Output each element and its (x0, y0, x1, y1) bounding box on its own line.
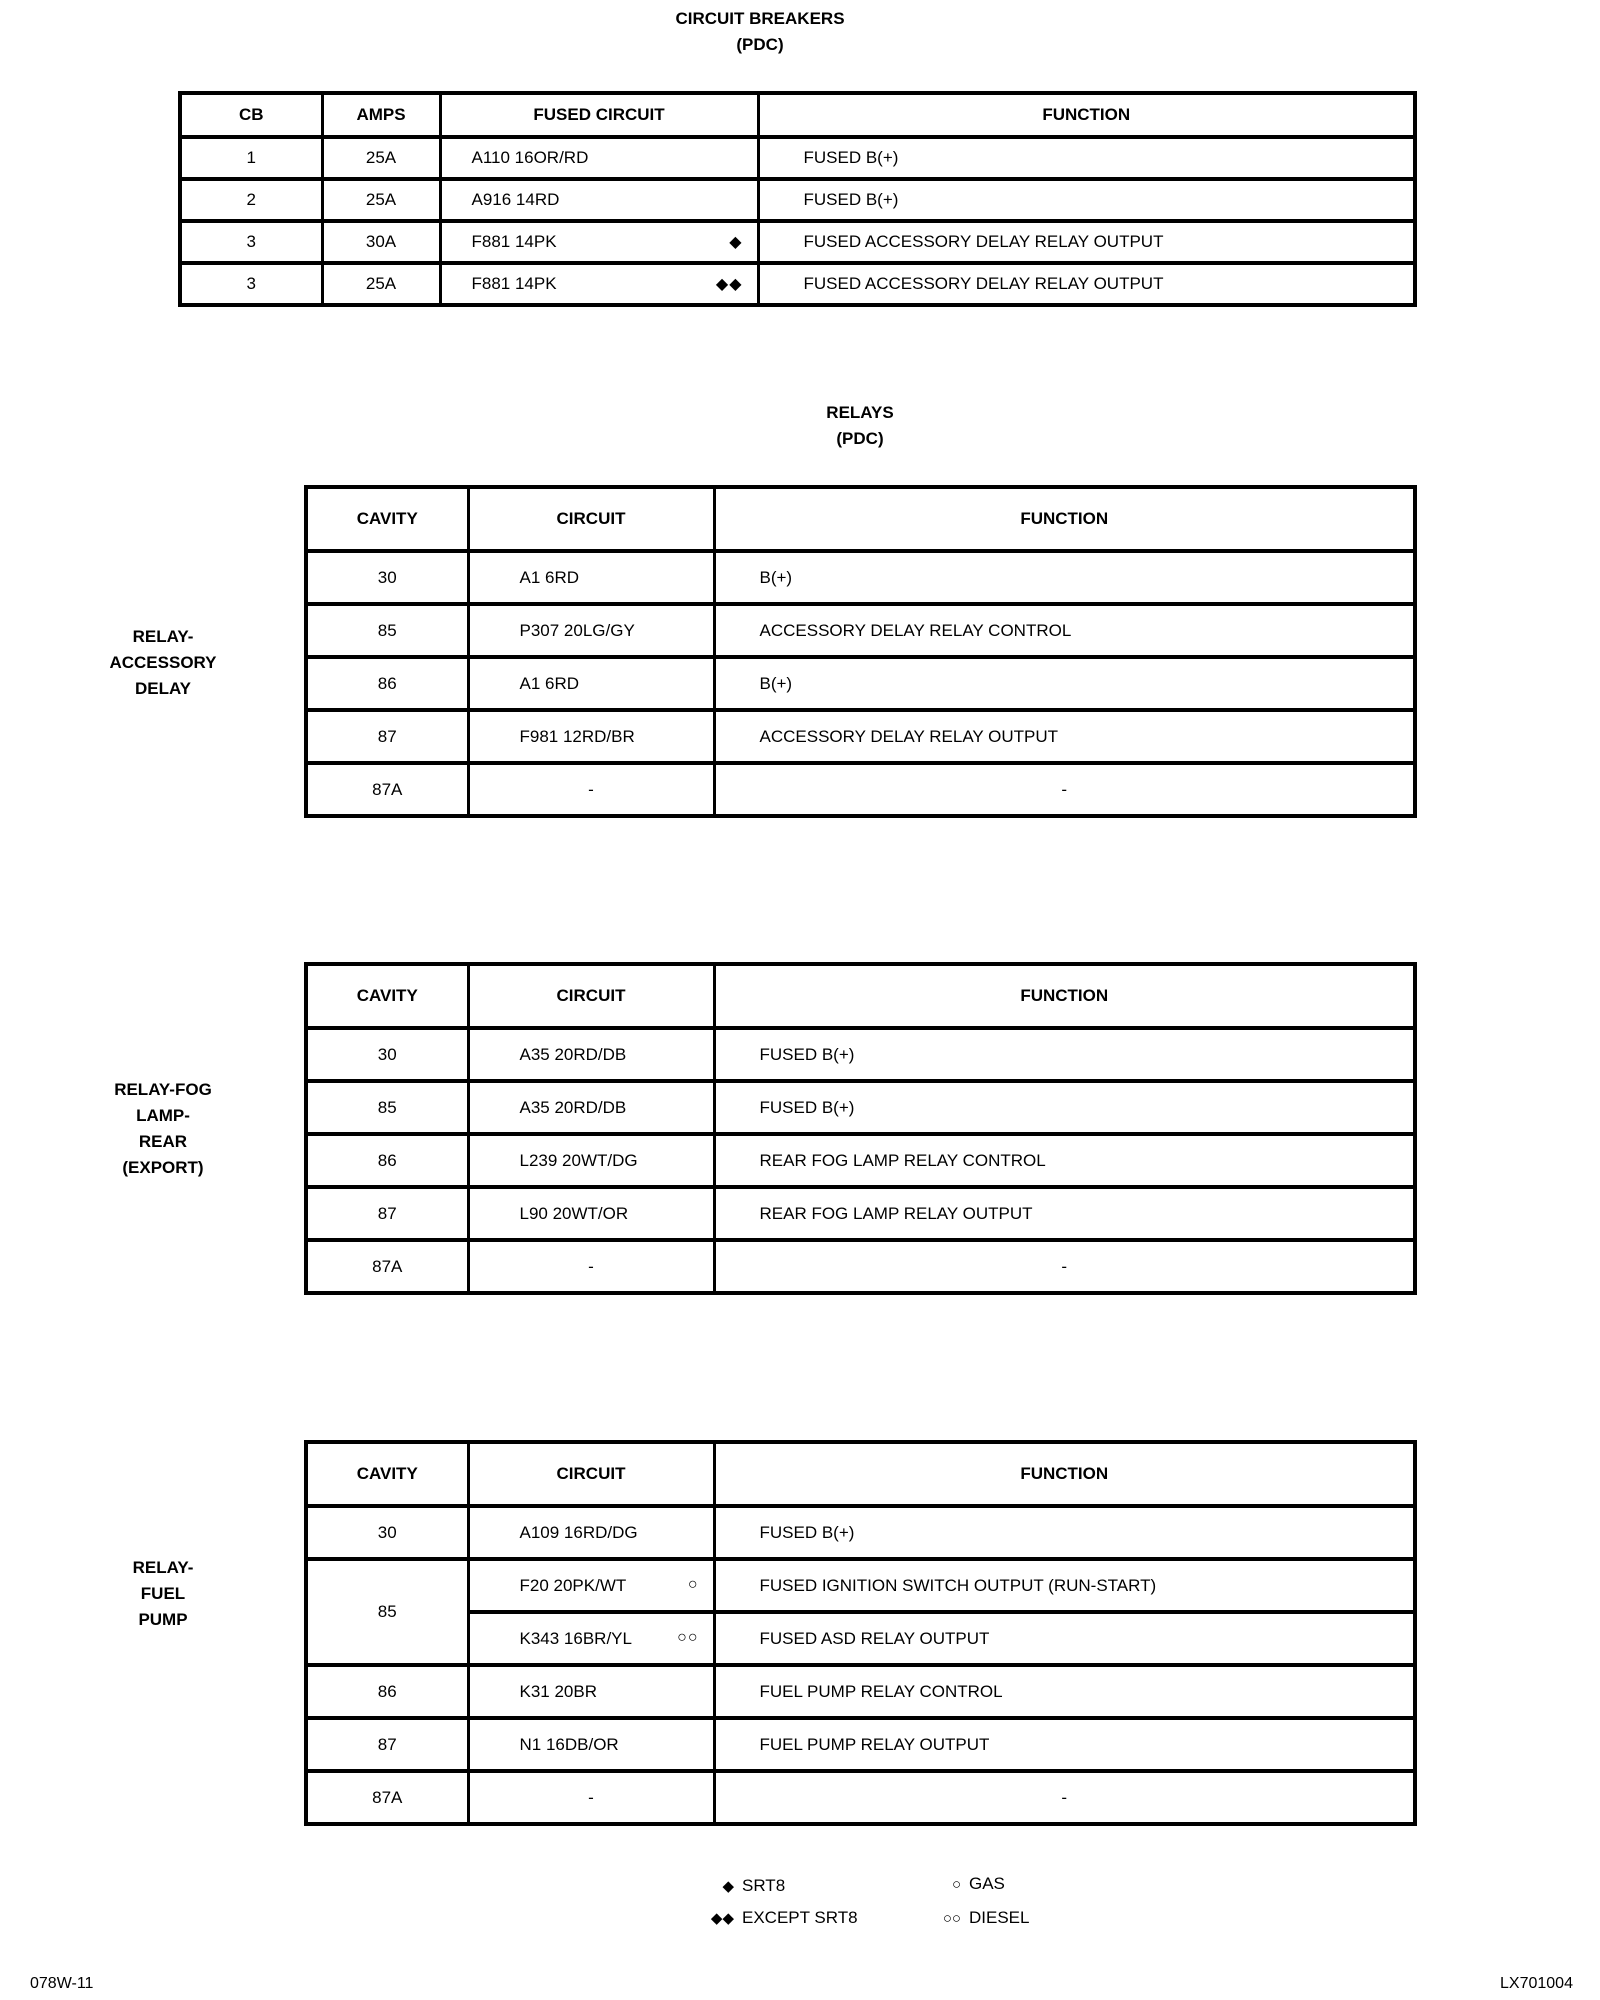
table-row: 86 L239 20WT/DG REAR FOG LAMP RELAY CONTROL (306, 1134, 1415, 1187)
footer-right-code: LX701004 (1500, 1975, 1573, 1992)
legend-gas: ○ GAS (927, 1874, 1005, 1894)
table-row: 3 25A F881 14PK ◆◆ FUSED ACCESSORY DELAY RELAY OUTPUT (180, 263, 1415, 305)
table-row: 87A - - (306, 763, 1415, 816)
table-header: CAVITY CIRCUIT FUNCTION (306, 1442, 1415, 1506)
table-row: 86 A1 6RD B(+) (306, 657, 1415, 710)
except-srt8-icon: ◆◆ (715, 276, 743, 293)
table-header: CAVITY CIRCUIT FUNCTION (306, 487, 1415, 551)
table-row: 3 30A F881 14PK ◆ FUSED ACCESSORY DELAY RELAY OUTPUT (180, 221, 1415, 263)
table-row: 85 A35 20RD/DB FUSED B(+) (306, 1081, 1415, 1134)
footer-left-code: 078W-11 (30, 1975, 94, 1992)
relay-accessory-delay-table (304, 485, 1417, 818)
circuit-breakers-table (178, 91, 1417, 307)
diesel-icon: ○○ (677, 1628, 699, 1646)
table-row: 87 L90 20WT/OR REAR FOG LAMP RELAY OUTPUT (306, 1187, 1415, 1240)
circuit-breakers-title: CIRCUIT BREAKERS (PDC) (675, 9, 845, 54)
legend-srt8: ◆ SRT8 (700, 1876, 785, 1896)
table-row: 2 25A A916 14RD FUSED B(+) (180, 179, 1415, 221)
gas-icon: ○ (951, 1876, 961, 1893)
relay-fog-lamp-rear-label: RELAY-FOG LAMP- REAR (EXPORT) (114, 1080, 212, 1177)
table-row: 87A - - (306, 1240, 1415, 1293)
table-row: 30 A35 20RD/DB FUSED B(+) (306, 1028, 1415, 1081)
relay-accessory-delay-label: RELAY- ACCESSORY DELAY (109, 627, 217, 698)
table-header: CB AMPS FUSED CIRCUIT FUNCTION (180, 93, 1415, 137)
relays-title: RELAYS (PDC) (826, 403, 894, 448)
table-row: 87 F981 12RD/BR ACCESSORY DELAY RELAY OUTPUT (306, 710, 1415, 763)
table-row: K343 16BR/YL ○○ FUSED ASD RELAY OUTPUT (306, 1612, 1415, 1665)
table-header: CAVITY CIRCUIT FUNCTION (306, 964, 1415, 1028)
table-row: 87 N1 16DB/OR FUEL PUMP RELAY OUTPUT (306, 1718, 1415, 1771)
table-row: 87A - - (306, 1771, 1415, 1824)
table-row: 85 F20 20PK/WT ○ FUSED IGNITION SWITCH OUTPUT (RUN-START) (306, 1559, 1415, 1612)
srt8-icon: ◆ (729, 234, 743, 251)
table-row: 86 K31 20BR FUEL PUMP RELAY CONTROL (306, 1665, 1415, 1718)
table-row: 30 A109 16RD/DG FUSED B(+) (306, 1506, 1415, 1559)
srt8-icon: ◆ (722, 1878, 734, 1895)
table-row: 30 A1 6RD B(+) (306, 551, 1415, 604)
table-row: 85 P307 20LG/GY ACCESSORY DELAY RELAY CONTROL (306, 604, 1415, 657)
relay-fog-lamp-rear-table (304, 962, 1417, 1295)
table-row: 1 25A A110 16OR/RD FUSED B(+) (180, 137, 1415, 179)
diesel-icon: ○○ (942, 1910, 961, 1927)
gas-icon: ○ (687, 1575, 699, 1593)
legend-except-srt8: ◆◆ EXCEPT SRT8 (700, 1908, 858, 1928)
relay-fuel-pump-table (304, 1440, 1417, 1826)
except-srt8-icon: ◆◆ (710, 1910, 734, 1927)
relay-fuel-pump-label: RELAY- FUEL PUMP (132, 1558, 194, 1629)
legend-diesel: ○○ DIESEL (927, 1908, 1029, 1928)
